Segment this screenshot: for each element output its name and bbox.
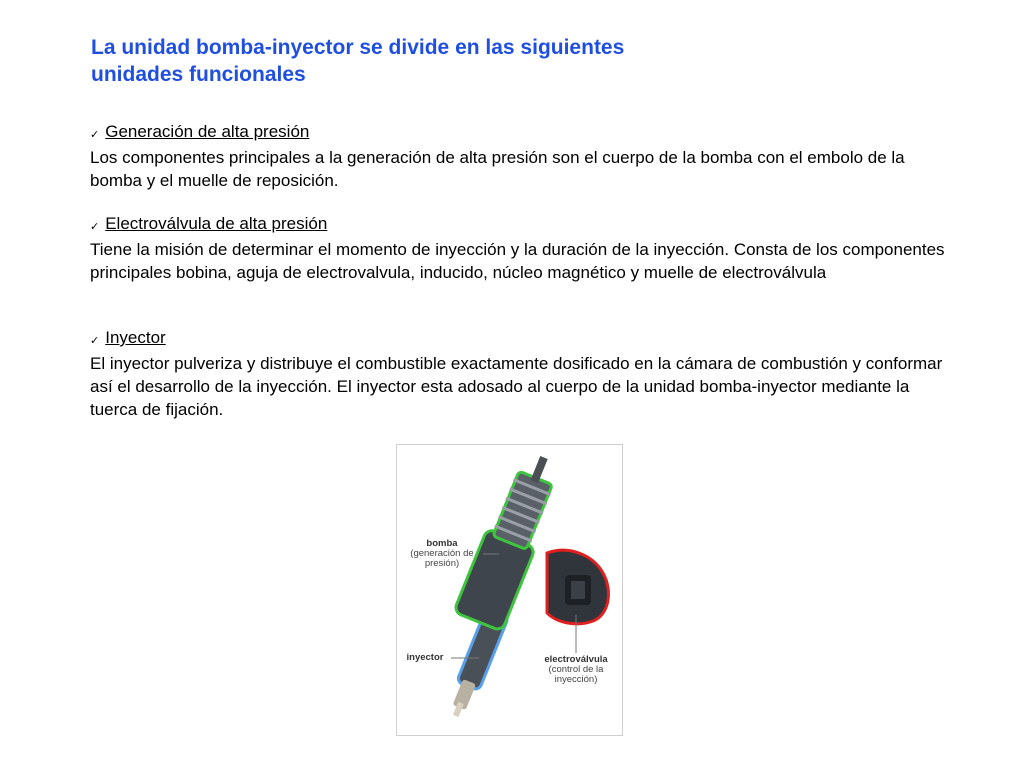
- slide-title-line-1: La unidad bomba-inyector se divide en las siguientes: [91, 36, 625, 59]
- pump-injector-diagram: [396, 444, 623, 736]
- section-body: El inyector pulveriza y distribuye el combustible exactamente dosificado en la cámara de combustión y conformar así el desarrollo de la inyección. El inyector esta adosado al cuerpo de la unidad bomba-inyector mediante la tuerca de fijación.: [90, 354, 943, 419]
- section-heading: [90, 212, 960, 238]
- label-bomba-sub1: (generación de: [410, 548, 474, 559]
- section-body: Tiene la misión de determinar el momento de inyección y la duración de la inyección. Consta de los componentes principales bobina, aguja de electrovalvula, inducido, núcleo magnético y muelle de electroválvula: [90, 240, 945, 282]
- label-bomba-sub2: presión): [424, 558, 460, 569]
- label-electro-title: electroválvula: [544, 654, 608, 665]
- section-heading: [90, 120, 960, 146]
- pump-injector-illustration: [397, 445, 623, 736]
- label-inyector-title: inyector: [406, 652, 444, 663]
- section-electrovalvula: [90, 212, 960, 284]
- label-electro-sub1: (control de la: [548, 664, 604, 675]
- checkmark-icon: ✓: [90, 335, 100, 347]
- slide-title: [91, 34, 791, 88]
- label-electrovalvula: [529, 655, 623, 685]
- label-bomba: [401, 539, 483, 569]
- section-heading-text: Inyector: [105, 328, 166, 347]
- slide-title-line-2: unidades funcionales: [91, 63, 306, 86]
- label-electro-sub2: inyección): [554, 674, 598, 685]
- section-heading-text: Generación de alta presión: [105, 122, 310, 141]
- checkmark-icon: ✓: [90, 129, 100, 141]
- section-inyector: [90, 326, 960, 421]
- section-alta-presion: [90, 120, 960, 192]
- section-heading-text: Electroválvula de alta presión: [105, 214, 328, 233]
- label-inyector: [399, 653, 451, 663]
- checkmark-icon: ✓: [90, 221, 100, 233]
- section-heading: [90, 326, 960, 352]
- label-bomba-title: bomba: [426, 538, 458, 549]
- section-body: Los componentes principales a la generación de alta presión son el cuerpo de la bomba con el embolo de la bomba y el muelle de reposición.: [90, 148, 905, 190]
